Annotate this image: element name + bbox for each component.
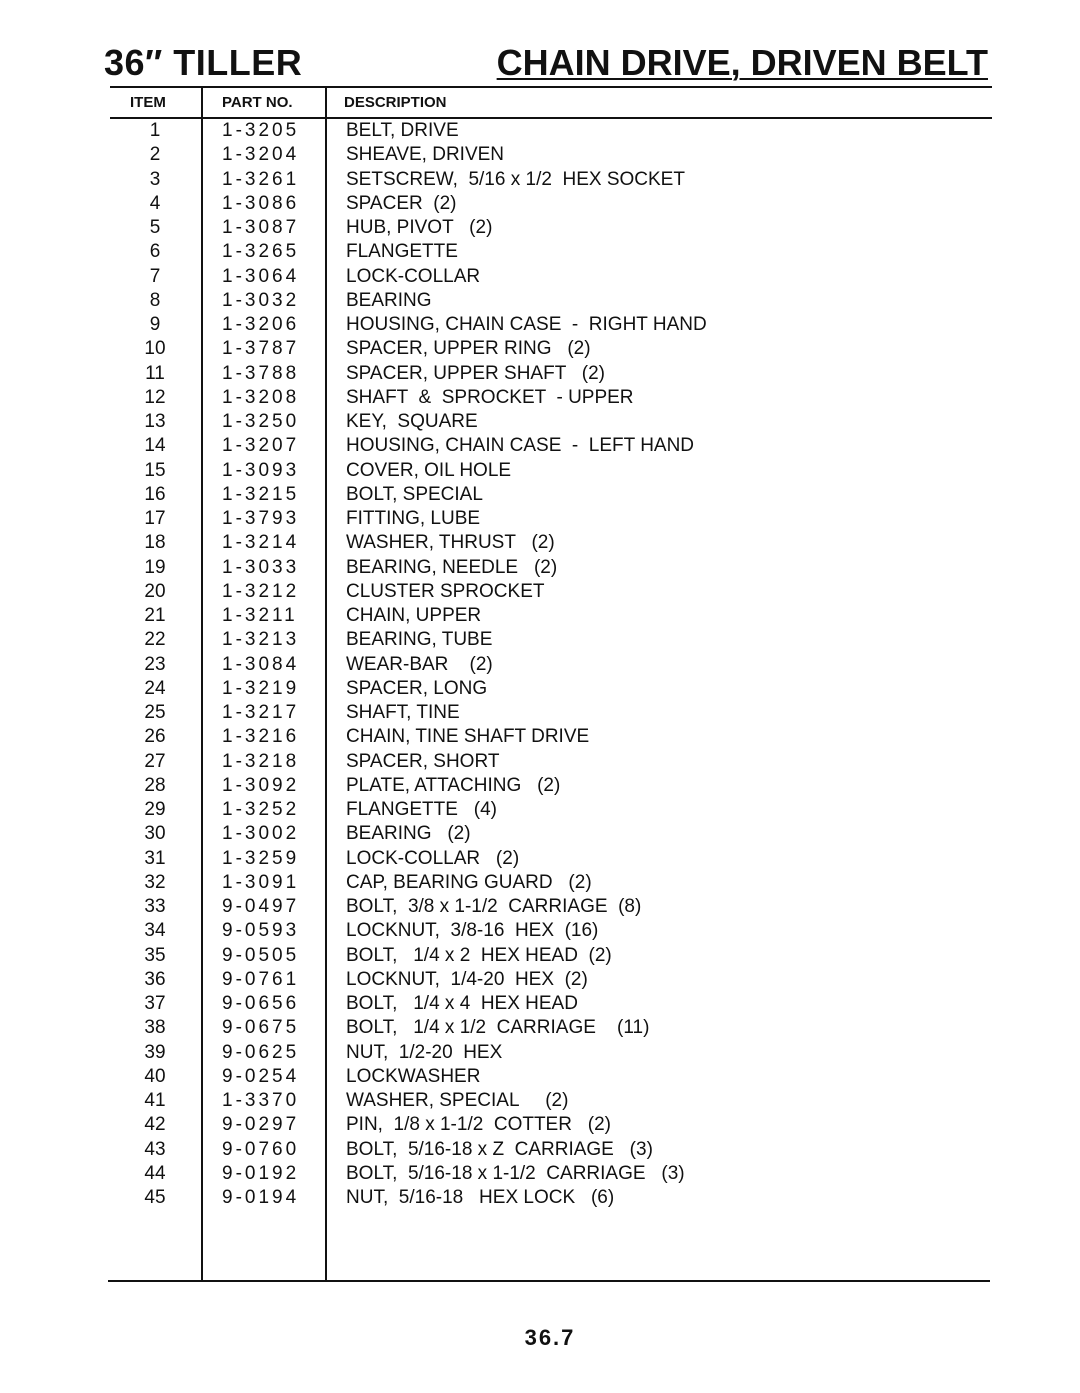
item-number: 34 [144, 920, 166, 942]
part-description: BOLT, 5/16-18 x 1-1/2 CARRIAGE (3) [346, 1162, 685, 1184]
part-description: BOLT, 3/8 x 1-1/2 CARRIAGE (8) [346, 896, 642, 917]
table-row [0, 580, 1080, 604]
table-row [0, 628, 1080, 652]
table-row [0, 362, 1080, 386]
part-number: 1-3252 [222, 799, 300, 820]
item-number: 30 [144, 823, 166, 845]
table-row [0, 944, 1080, 968]
item-number: 41 [144, 1090, 166, 1111]
part-description: CAP, BEARING GUARD (2) [346, 871, 592, 893]
item-number: 29 [144, 799, 166, 820]
item-number: 28 [144, 774, 166, 796]
part-description: BOLT, 1/4 x 2 HEX HEAD (2) [346, 944, 612, 966]
part-description: SPACER, UPPER RING (2) [346, 338, 591, 360]
table-row [0, 653, 1080, 677]
part-number: 1-3211 [222, 605, 298, 626]
part-number: 9-0194 [222, 1187, 300, 1208]
part-description: NUT, 5/16-18 HEX LOCK (6) [346, 1187, 615, 1208]
item-number: 43 [144, 1138, 166, 1160]
table-row [0, 822, 1080, 846]
part-number: 1-3217 [222, 702, 300, 723]
item-number: 4 [149, 192, 161, 214]
table-row [0, 459, 1080, 483]
part-description: BEARING [346, 289, 432, 311]
table-row [0, 556, 1080, 580]
part-description: SPACER, SHORT [346, 750, 500, 772]
item-number: 1 [149, 120, 161, 141]
part-description: SHAFT & SPROCKET - UPPER [346, 386, 634, 408]
part-description: SPACER, UPPER SHAFT (2) [346, 362, 606, 384]
table-row [0, 531, 1080, 555]
item-number: 32 [144, 871, 166, 893]
item-number: 24 [144, 677, 166, 699]
part-description: HOUSING, CHAIN CASE - LEFT HAND [346, 435, 695, 457]
table-row [0, 1016, 1080, 1040]
part-number: 1-3205 [222, 120, 300, 141]
part-description: SPACER, LONG [346, 677, 488, 699]
table-row [0, 774, 1080, 798]
item-number: 8 [149, 289, 161, 311]
part-description: PIN, 1/8 x 1-1/2 COTTER (2) [346, 1114, 612, 1136]
item-number: 10 [144, 338, 166, 360]
item-number: 17 [144, 508, 166, 529]
part-description: LOCK-COLLAR (2) [346, 847, 520, 869]
table-row [0, 386, 1080, 410]
part-description: BELT, DRIVE [346, 120, 459, 141]
part-number: 1-3265 [222, 241, 300, 263]
part-number: 1-3087 [222, 217, 300, 238]
part-number: 9-0505 [222, 944, 300, 966]
part-number: 1-3208 [222, 386, 300, 408]
table-row [0, 871, 1080, 895]
part-number: 9-0761 [222, 968, 300, 990]
table-row [0, 216, 1080, 240]
part-description: BOLT, SPECIAL [346, 483, 483, 505]
part-description: HOUSING, CHAIN CASE - RIGHT HAND [346, 314, 707, 335]
part-description: SETSCREW, 5/16 x 1/2 HEX SOCKET [346, 168, 685, 190]
part-number: 9-0297 [222, 1114, 300, 1136]
table-row [0, 168, 1080, 192]
item-number: 2 [149, 144, 161, 166]
part-description: BEARING (2) [346, 823, 471, 845]
table-row [0, 1089, 1080, 1113]
table-row [0, 968, 1080, 992]
part-number: 9-0254 [222, 1065, 300, 1087]
item-number: 38 [144, 1017, 166, 1039]
table-row [0, 750, 1080, 774]
table-row [0, 847, 1080, 871]
part-description: FLANGETTE (4) [346, 799, 497, 820]
item-number: 25 [144, 702, 166, 723]
part-description: PLATE, ATTACHING (2) [346, 774, 561, 796]
part-number: 9-0625 [222, 1041, 300, 1063]
item-number: 20 [144, 580, 166, 602]
part-description: LOCKWASHER [346, 1065, 481, 1087]
table-row [0, 1065, 1080, 1089]
part-number: 9-0192 [222, 1162, 300, 1184]
part-number: 1-3787 [222, 338, 300, 360]
table-row [0, 1186, 1080, 1210]
table-row [0, 992, 1080, 1016]
item-number: 12 [144, 386, 166, 408]
table-row [0, 337, 1080, 361]
table-row [0, 313, 1080, 337]
item-number: 5 [149, 217, 161, 238]
part-number: 1-3064 [222, 265, 300, 287]
table-row [0, 701, 1080, 725]
part-description: LOCKNUT, 1/4-20 HEX (2) [346, 968, 588, 990]
table-row [0, 143, 1080, 167]
item-number: 27 [144, 750, 166, 772]
part-number: 1-3259 [222, 847, 300, 869]
item-number: 26 [144, 726, 166, 748]
part-description: LOCKNUT, 3/8-16 HEX (16) [346, 920, 599, 942]
item-number: 9 [149, 314, 161, 335]
part-description: CHAIN, UPPER [346, 605, 482, 626]
part-number: 1-3204 [222, 144, 300, 166]
column-header-item: ITEM [130, 94, 166, 111]
table-row [0, 604, 1080, 628]
part-number: 1-3002 [222, 823, 300, 845]
item-number: 35 [144, 944, 166, 966]
part-number: 9-0675 [222, 1017, 300, 1039]
part-number: 9-0760 [222, 1138, 300, 1160]
part-description: BOLT, 1/4 x 1/2 CARRIAGE (11) [346, 1017, 650, 1039]
part-number: 1-3086 [222, 192, 300, 214]
part-description: FITTING, LUBE [346, 508, 481, 529]
part-number: 1-3218 [222, 750, 300, 772]
part-number: 9-0497 [222, 896, 300, 917]
table-row [0, 507, 1080, 531]
part-description: BOLT, 5/16-18 x Z CARRIAGE (3) [346, 1138, 653, 1160]
item-number: 33 [144, 896, 166, 917]
part-description: WEAR-BAR (2) [346, 653, 493, 675]
item-number: 13 [144, 411, 166, 432]
part-description: LOCK-COLLAR [346, 265, 481, 287]
part-number: 1-3216 [222, 726, 300, 748]
item-number: 21 [144, 605, 166, 626]
table-row [0, 1041, 1080, 1065]
part-number: 1-3206 [222, 314, 300, 335]
part-number: 1-3370 [222, 1090, 300, 1111]
part-description: BOLT, 1/4 x 4 HEX HEAD [346, 993, 578, 1014]
page-title: 36″ TILLER [104, 42, 303, 83]
part-description: WASHER, SPECIAL (2) [346, 1090, 569, 1111]
table-row [0, 895, 1080, 919]
item-number: 18 [144, 532, 166, 554]
table-row [0, 434, 1080, 458]
item-number: 31 [144, 847, 166, 869]
part-number: 1-3788 [222, 362, 300, 384]
table-row [0, 1162, 1080, 1186]
part-number: 1-3084 [222, 653, 300, 675]
part-description: HUB, PIVOT (2) [346, 217, 493, 238]
part-number: 9-0593 [222, 920, 300, 942]
item-number: 7 [149, 265, 161, 287]
part-number: 1-3092 [222, 774, 300, 796]
part-description: BEARING, TUBE [346, 629, 493, 651]
part-number: 1-3213 [222, 629, 300, 651]
table-row [0, 265, 1080, 289]
part-number: 1-3032 [222, 289, 300, 311]
part-description: NUT, 1/2-20 HEX [346, 1041, 503, 1063]
column-header-description: DESCRIPTION [344, 94, 447, 111]
part-description: SHAFT, TINE [346, 702, 460, 723]
table-row [0, 483, 1080, 507]
item-number: 11 [145, 362, 165, 384]
item-number: 42 [144, 1114, 166, 1136]
item-number: 3 [149, 168, 161, 190]
item-number: 19 [144, 556, 166, 578]
item-number: 36 [144, 968, 166, 990]
item-number: 39 [144, 1041, 166, 1063]
part-description: BEARING, NEEDLE (2) [346, 556, 558, 578]
part-number: 1-3033 [222, 556, 300, 578]
table-row [0, 725, 1080, 749]
table-row [0, 1113, 1080, 1137]
part-description: KEY, SQUARE [346, 411, 478, 432]
item-number: 40 [144, 1065, 166, 1087]
table-row [0, 410, 1080, 434]
table-row [0, 119, 1080, 143]
part-number: 1-3250 [222, 411, 300, 432]
part-description: CLUSTER SPROCKET [346, 580, 545, 602]
table-bottom-rule [108, 1280, 990, 1282]
part-description: SHEAVE, DRIVEN [346, 144, 505, 166]
table-row [0, 1138, 1080, 1162]
table-row [0, 240, 1080, 264]
item-number: 37 [144, 993, 166, 1014]
part-number: 1-3212 [222, 580, 300, 602]
part-description: SPACER (2) [346, 192, 457, 214]
part-number: 1-3219 [222, 677, 300, 699]
table-top-rule [110, 86, 992, 88]
section-title: CHAIN DRIVE, DRIVEN BELT [496, 42, 988, 83]
part-description: FLANGETTE [346, 241, 458, 263]
part-number: 1-3093 [222, 459, 300, 481]
item-number: 23 [144, 653, 166, 675]
part-number: 1-3207 [222, 435, 300, 457]
table-row [0, 919, 1080, 943]
part-number: 1-3793 [222, 508, 300, 529]
item-number: 44 [144, 1162, 166, 1184]
part-description: COVER, OIL HOLE [346, 459, 512, 481]
table-row [0, 289, 1080, 313]
part-description: WASHER, THRUST (2) [346, 532, 555, 554]
part-description: CHAIN, TINE SHAFT DRIVE [346, 726, 590, 748]
item-number: 14 [144, 435, 166, 457]
table-row [0, 192, 1080, 216]
table-row [0, 798, 1080, 822]
part-number: 1-3261 [222, 168, 300, 190]
column-header-part-no: PART NO. [222, 94, 293, 111]
table-row [0, 677, 1080, 701]
item-number: 15 [144, 459, 166, 481]
item-number: 22 [144, 629, 166, 651]
item-number: 6 [149, 241, 161, 263]
page-number: 36.7 [524, 1325, 576, 1350]
part-number: 1-3091 [222, 871, 300, 893]
part-number: 9-0656 [222, 993, 300, 1014]
part-number: 1-3214 [222, 532, 300, 554]
item-number: 16 [144, 483, 166, 505]
part-number: 1-3215 [222, 483, 300, 505]
item-number: 45 [144, 1187, 166, 1208]
